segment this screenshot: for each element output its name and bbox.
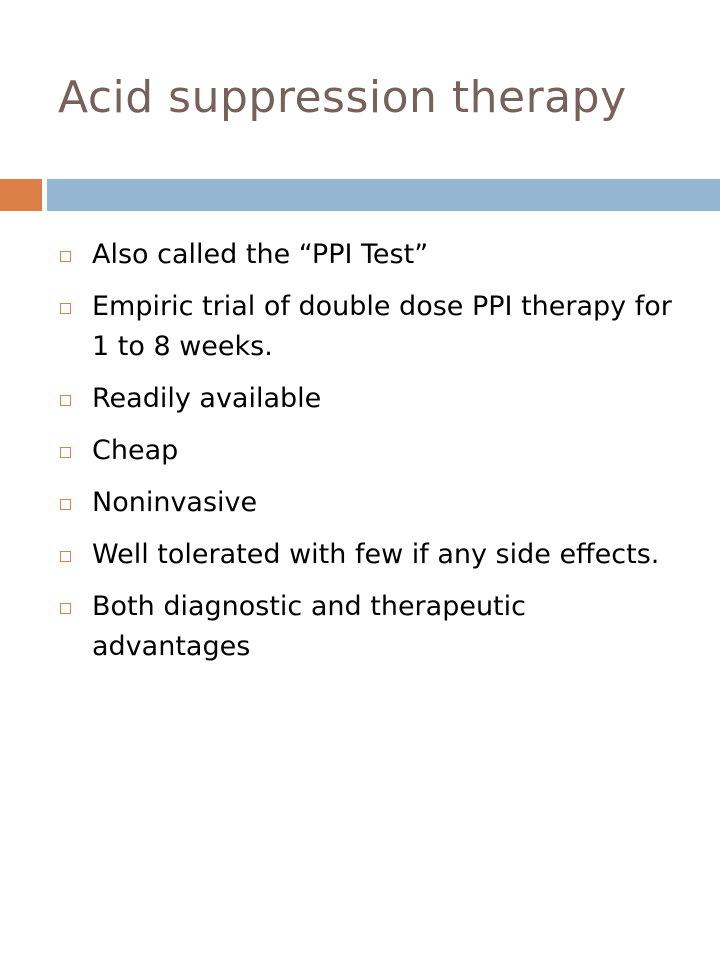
square-outline-icon	[60, 395, 71, 406]
square-outline-icon	[60, 447, 71, 458]
bullet-item	[58, 535, 678, 575]
bullet-text: Empiric trial of double dose PPI therapy for 1 to 8 weeks.	[92, 291, 672, 362]
accent-bar-blue	[47, 179, 720, 211]
bullet-item	[58, 235, 678, 275]
bullet-item	[58, 431, 678, 471]
bullet-item	[58, 287, 678, 367]
accent-bar-orange	[0, 179, 42, 211]
bullet-list	[58, 235, 678, 679]
square-outline-icon	[60, 551, 71, 562]
bullet-text: Both diagnostic and therapeutic advantages	[92, 591, 526, 662]
slide-title: Acid suppression therapy	[58, 72, 627, 123]
square-outline-icon	[60, 303, 71, 314]
square-outline-icon	[60, 603, 71, 614]
square-outline-icon	[60, 499, 71, 510]
bullet-text: Cheap	[92, 435, 179, 466]
bullet-text: Noninvasive	[92, 487, 258, 518]
bullet-item	[58, 379, 678, 419]
bullet-item	[58, 483, 678, 523]
bullet-text: Also called the “PPI Test”	[92, 239, 429, 270]
square-outline-icon	[60, 251, 71, 262]
bullet-item	[58, 587, 678, 667]
bullet-text: Well tolerated with few if any side effects.	[92, 539, 660, 570]
bullet-text: Readily available	[92, 383, 322, 414]
